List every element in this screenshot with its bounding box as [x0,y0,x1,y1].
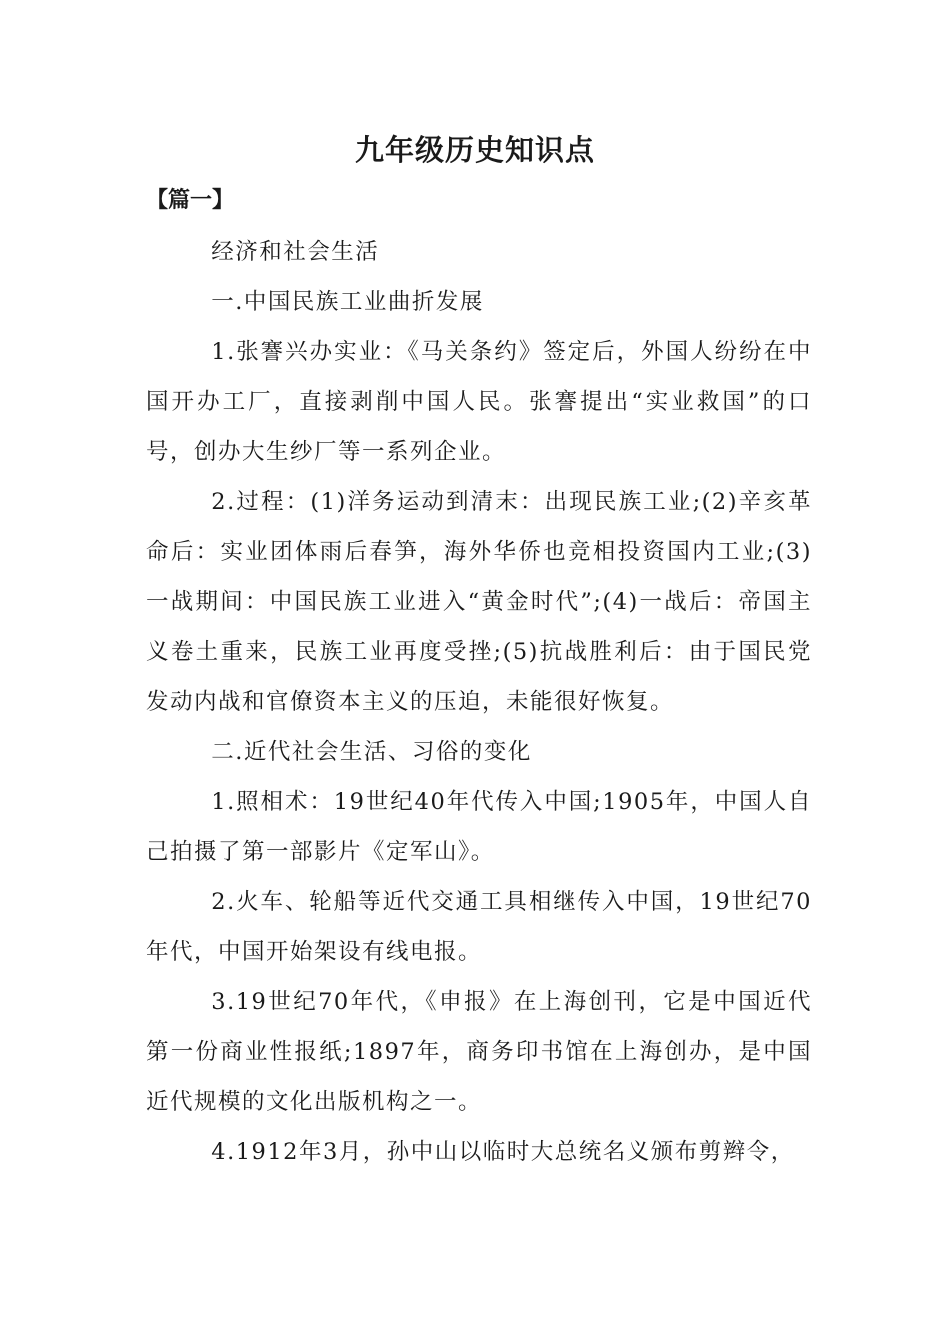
paragraph: 一.中国民族工业曲折发展 [211,289,484,315]
document-body [146,227,812,1177]
paragraph: 3.19世纪70年代，《申报》在上海创刊，它是中国近代第一份商业性报纸;1897年，商务印书馆在上海创办，是中国近代规模的文化出版机构之一。 [146,989,812,1115]
paragraph: 2.火车、轮船等近代交通工具相继传入中国，19世纪70年代，中国开始架设有线电报。 [146,889,812,965]
paragraph: 经济和社会生活 [211,239,380,265]
paragraph: 2.过程：(1)洋务运动到清末：出现民族工业;(2)辛亥革命后：实业团体雨后春笋，海外华侨也竞相投资国内工业;(3)一战期间：中国民族工业进入“黄金时代”;(4)一战后：帝国主义卷土重来，民族工业再度受挫;(5)抗战胜利后：由于国民党发动内战和官僚资本主义的压迫，未能很好恢复。 [146,489,812,715]
section-label: 【篇一】 [146,188,235,213]
document-title: 九年级历史知识点 [354,133,595,167]
paragraph: 4.1912年3月，孙中山以临时大总统名义颁布剪辫令， [211,1139,795,1165]
paragraph: 1.张謇兴办实业：《马关条约》签定后，外国人纷纷在中国开办工厂，直接剥削中国人民。张謇提出“实业救国”的口号，创办大生纱厂等一系列企业。 [146,339,812,465]
paragraph: 二.近代社会生活、习俗的变化 [211,739,532,765]
paragraph: 1.照相术：19世纪40年代传入中国;1905年，中国人自己拍摄了第一部影片《定军山》。 [146,789,812,865]
